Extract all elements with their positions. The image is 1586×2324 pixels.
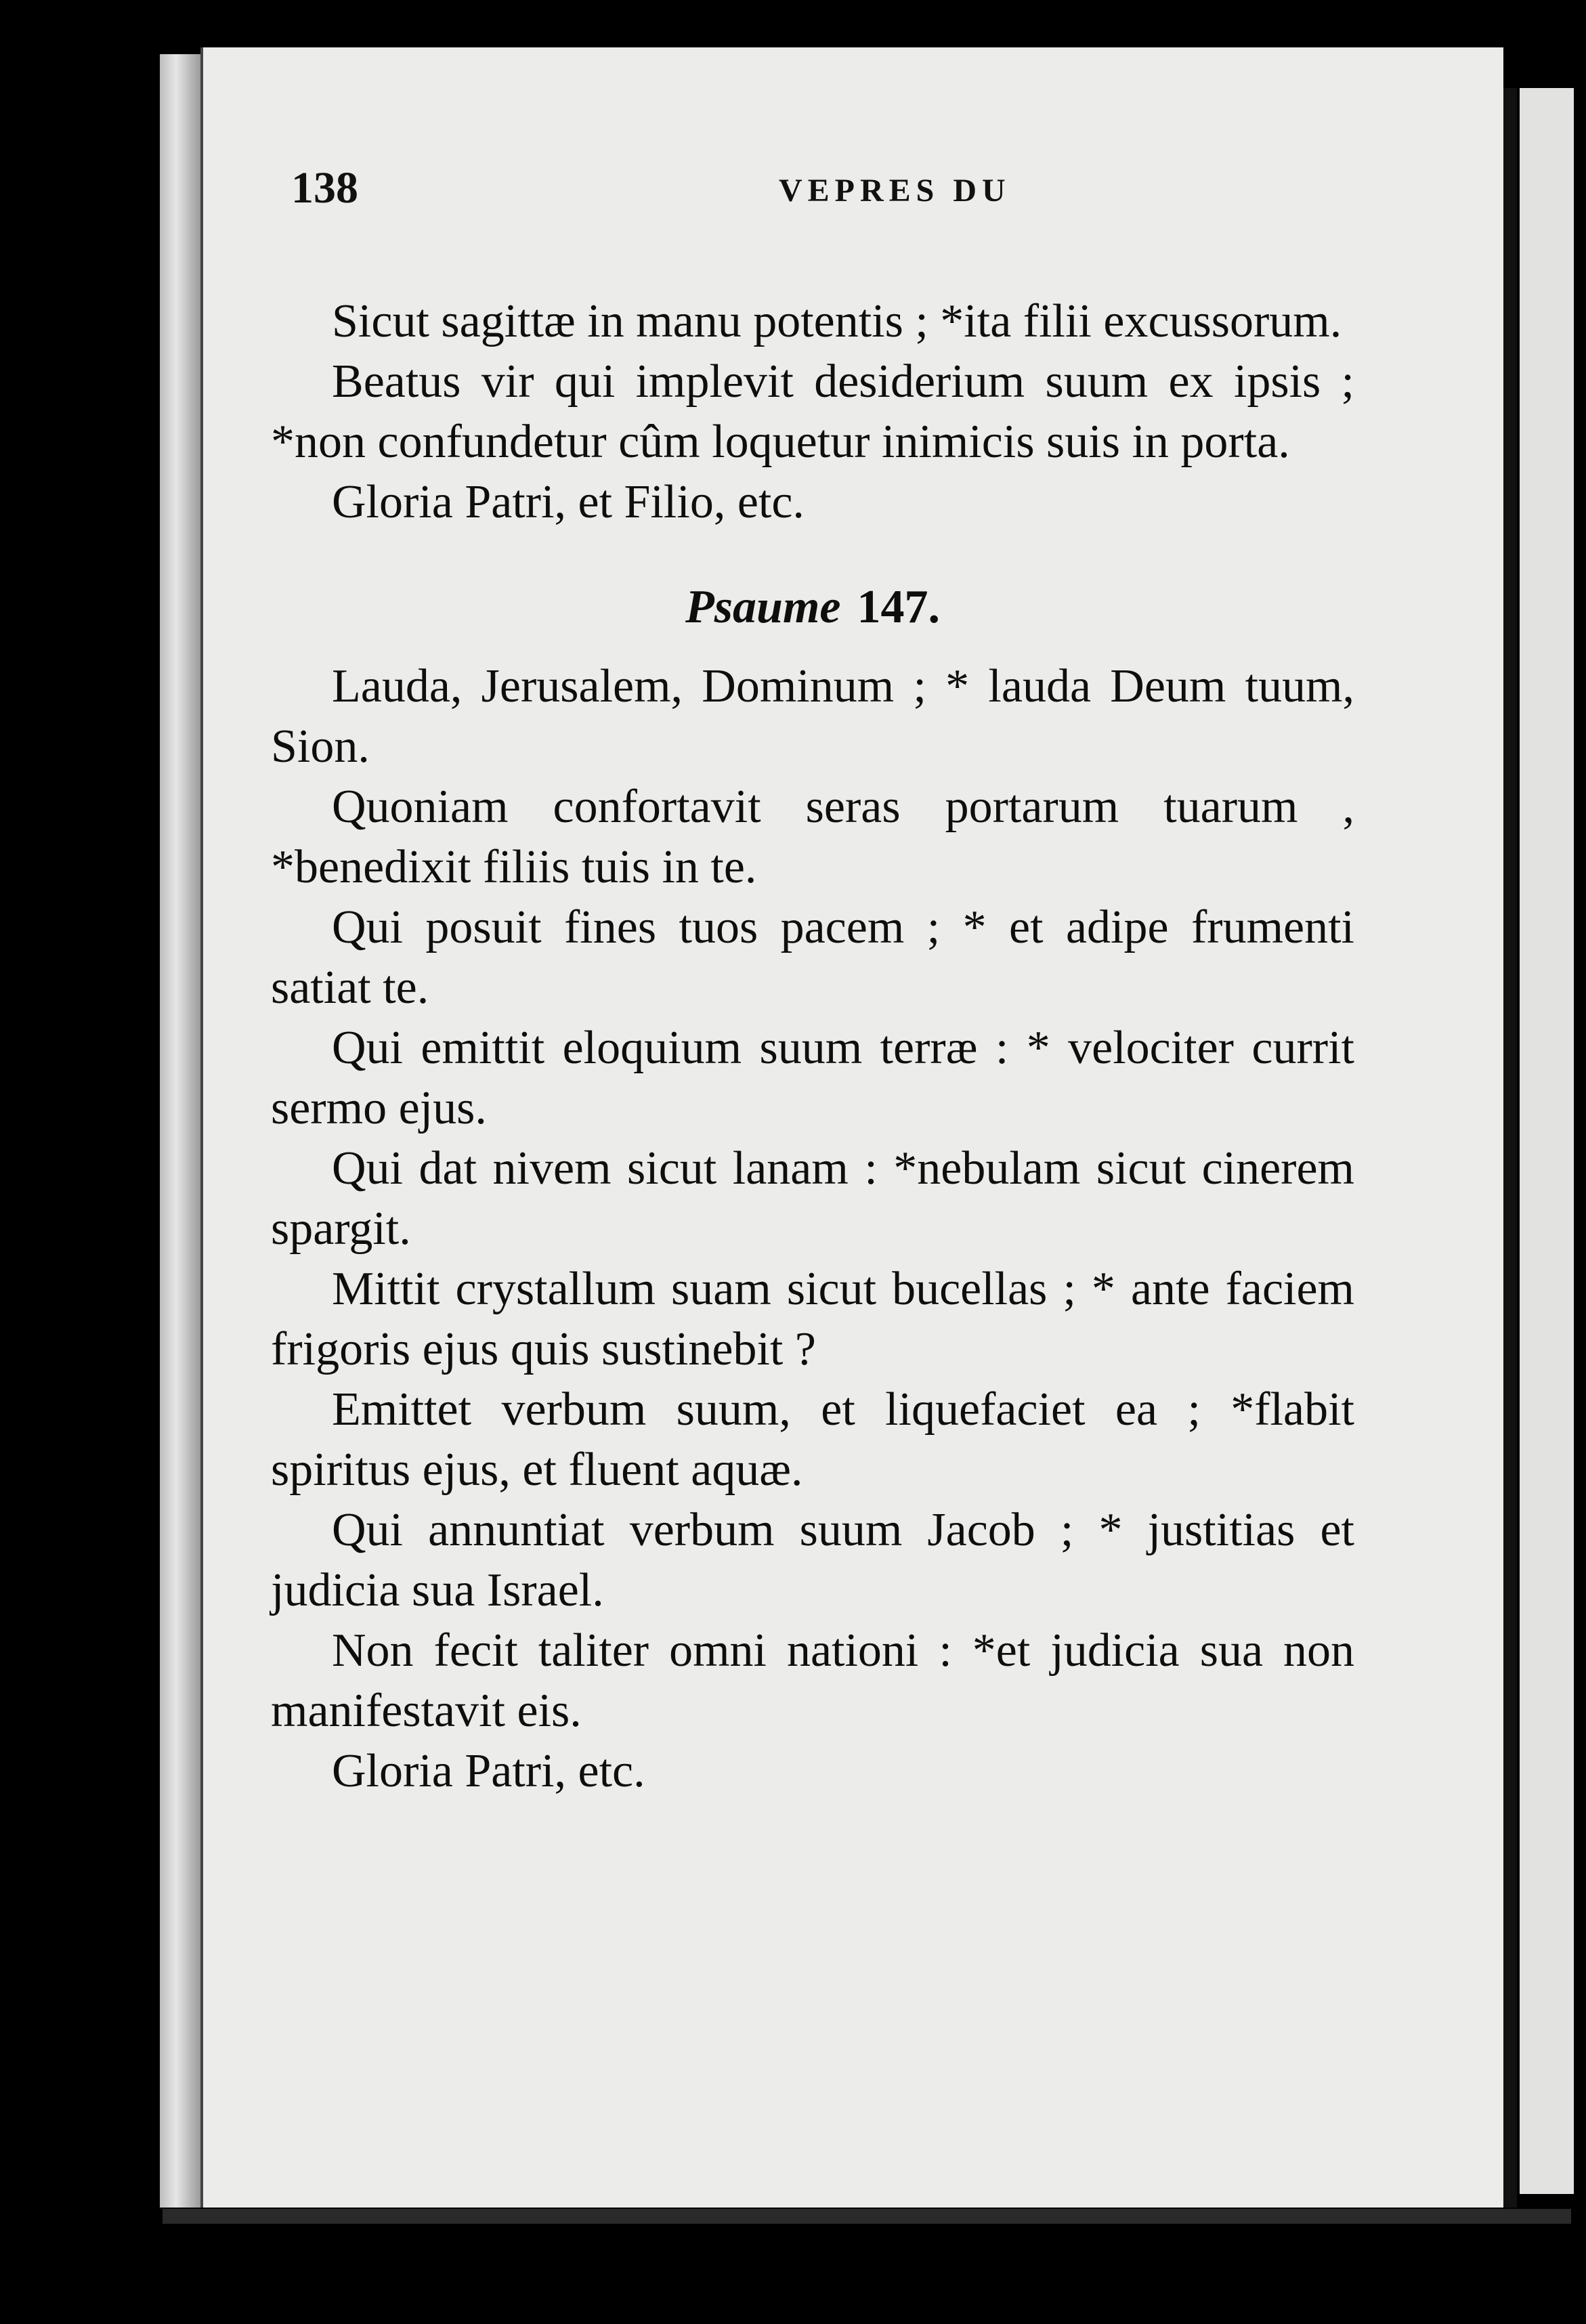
- psalm-heading: [271, 577, 1354, 637]
- page-number: 138: [291, 163, 358, 213]
- psalm-heading-number: 147.: [857, 581, 940, 633]
- page-text: [271, 291, 1354, 1801]
- verse: Qui emittit eloquium suum terræ : * velociter currit sermo ejus.: [271, 1022, 1354, 1134]
- page-header: [291, 163, 1442, 237]
- verse: Mittit crystallum suam sicut bucellas ; * ante faciem frigoris ejus quis sustinebit ?: [271, 1263, 1354, 1375]
- page-bottom-edge: [163, 2209, 1571, 2224]
- verse: Non fecit taliter omni nationi : *et judicia sua non manifestavit eis.: [271, 1624, 1354, 1737]
- verse: Qui posuit fines tuos pacem ; * et adipe frumenti satiat te.: [271, 901, 1354, 1014]
- verse: Quoniam confortavit seras portarum tuarum , *benedixit filiis tuis in te.: [271, 781, 1354, 893]
- running-head: VEPRES DU: [779, 173, 1011, 209]
- gloria-patri: Gloria Patri, et Filio, etc.: [332, 476, 805, 528]
- verse: Beatus vir qui implevit desiderium suum ex ipsis ; *non confundetur cûm loquetur inimicis suis in porta.: [271, 356, 1354, 468]
- gloria-patri: Gloria Patri, etc.: [332, 1745, 645, 1797]
- psalm-heading-word: Psaume: [685, 581, 841, 633]
- book-binding: [160, 54, 200, 2208]
- book-page: [200, 47, 1503, 2208]
- facing-page-edge: [1520, 88, 1574, 2194]
- verse: Qui annuntiat verbum suum Jacob ; * justitias et judicia sua Israel.: [271, 1504, 1354, 1616]
- verse: Qui dat nivem sicut lanam : *nebulam sicut cinerem spargit.: [271, 1142, 1354, 1255]
- verse: Lauda, Jerusalem, Dominum ; * lauda Deum tuum, Sion.: [271, 660, 1354, 773]
- verse: Emittet verbum suum, et liquefaciet ea ; *flabit spiritus ejus, et fluent aquæ.: [271, 1383, 1354, 1496]
- verse: Sicut sagittæ in manu potentis ; *ita filii excussorum.: [332, 295, 1342, 347]
